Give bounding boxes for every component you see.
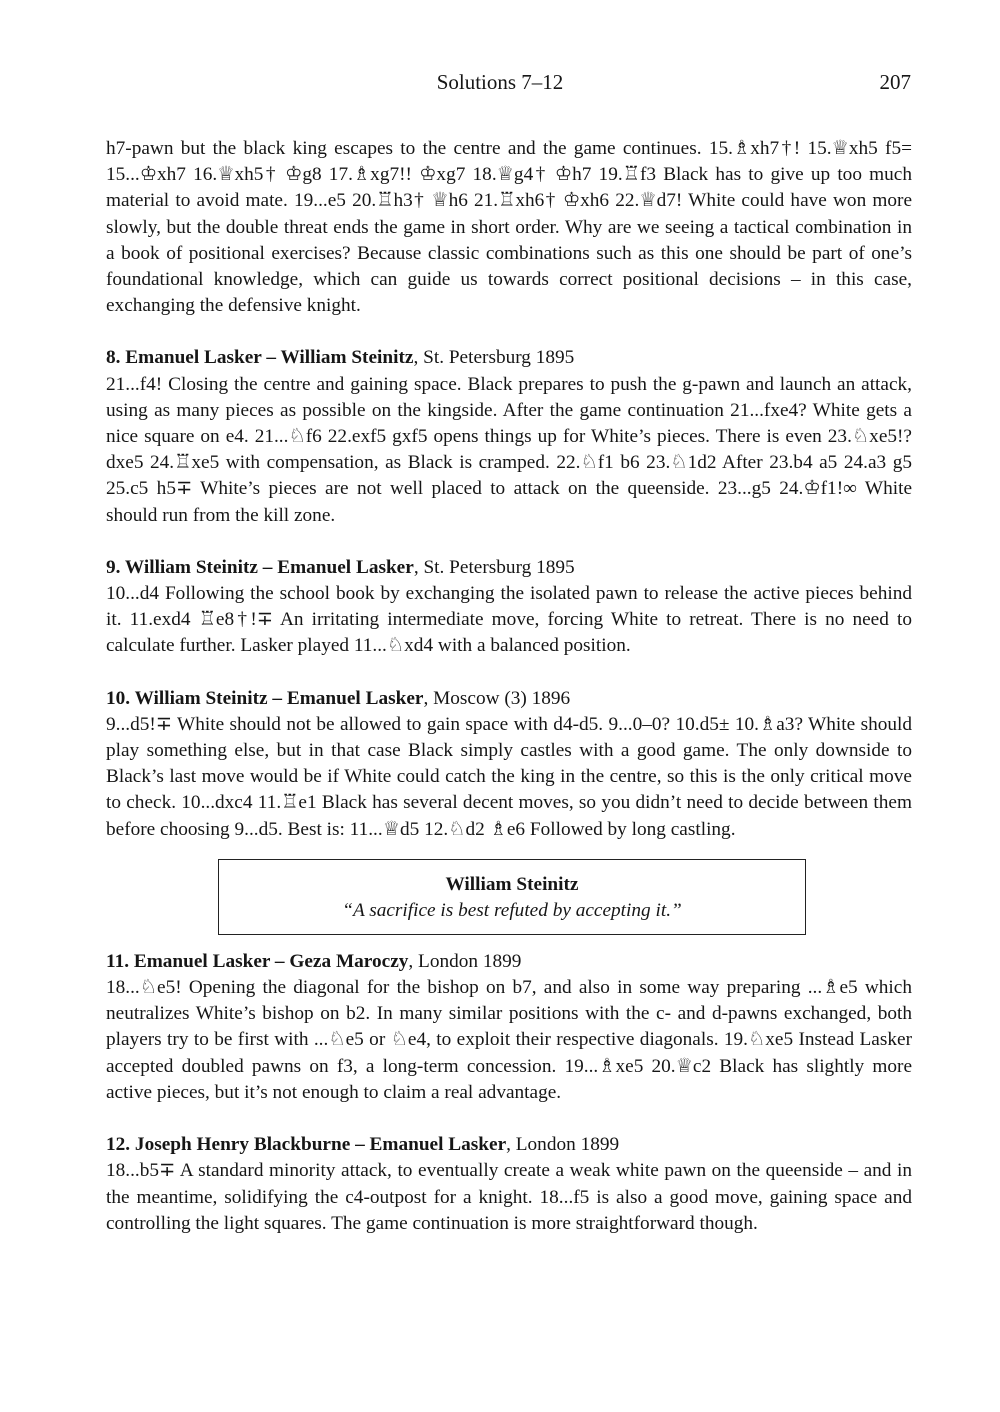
- entry-text: 21...f4! Closing the centre and gaining space. Black prepares to push the g-pawn and launch an attack, using as many pieces as possible on the kingside. After the game continuation 21...fxe4? White gets a nice square on e4. 21...♘f6 22.exf5 gxf5 opens things up for White’s pieces. There is even 23.♘xe5!? dxe5 24.♖xe5 with compensation, as Black is cramped. 22.♘f1 b6 23.♘1d2 After 23.b4 a5 24.a3 g5 25.c5 h5∓ White’s pieces are not well placed to attack on the queenside. 23...g5 24.♔f1!∞ White should run from the kill zone.: [106, 373, 912, 526]
- entry-text: 9...d5!∓ White should not be allowed to gain space with d4-d5. 9...0–0? 10.d5± 10.♗a3? White should play something else, but in that case Black simply castles with a good game. The only downside to Black’s last move would be if White could catch the king in the centre, so this is the only critical move to check. 10...dxc4 11.♖e1 Black has several decent moves, so you didn’t need to decide between them before choosing 9...d5. Best is: 11...♕d5 12.♘d2 ♗e6 Followed by long castling.: [106, 713, 912, 840]
- quote-author: William Steinitz: [445, 873, 579, 895]
- solution-entry-10: [106, 686, 912, 843]
- page-number: 207: [879, 70, 911, 94]
- solution-entry-11: [106, 949, 912, 1106]
- entry-heading-players: 10. William Steinitz – Emanuel Lasker: [106, 687, 424, 709]
- quote-text: “A sacrifice is best refuted by accepting it.”: [342, 899, 682, 921]
- entry-heading-event: , St. Petersburg 1895: [413, 556, 575, 578]
- entry-heading-event: , London 1899: [408, 950, 522, 972]
- entry-heading-players: 9. William Steinitz – Emanuel Lasker: [106, 556, 414, 578]
- entry-heading-event: , St. Petersburg 1895: [413, 347, 575, 369]
- entry-text: 10...d4 Following the school book by exchanging the isolated pawn to release the active pieces behind it. 11.exd4 ♖e8†!∓ An irritating intermediate move, forcing White to retreat. There is no need to calculate further. Lasker played 11...♘xd4 with a balanced position.: [106, 583, 912, 657]
- entry-heading-players: 11. Emanuel Lasker – Geza Maroczy: [106, 950, 409, 972]
- entry-heading-players: 12. Joseph Henry Blackburne – Emanuel Lasker: [106, 1134, 507, 1156]
- page-body: [106, 136, 912, 1237]
- entry-heading-event: , London 1899: [506, 1134, 620, 1156]
- entry-heading: [106, 949, 912, 975]
- intro-paragraph: h7-pawn but the black king escapes to the centre and the game continues. 15.♗xh7†! 15.♕xh5 f5= 15...♔xh7 16.♕xh5† ♔g8 17.♗xg7!! ♔xg7 18.♕g4† ♔h7 19.♖f3 Black has to give up too much material to avoid mate. 19...e5 20.♖h3† ♕h6 21.♖xh6† ♔xh6 22.♕d7! White could have won more slowly, but the double threat ends the game in short order. Why are we seeing a tactical combination in a book of positional exercises? Because classic combinations such as this one should be part of one’s foundational knowledge, which can guide us towards correct positional decisions – in this case, exchanging the defensive knight.: [106, 138, 912, 317]
- entry-heading: [106, 345, 912, 371]
- solution-entry-8: [106, 345, 912, 528]
- solution-entry-9: [106, 555, 912, 660]
- entry-heading-players: 8. Emanuel Lasker – William Steinitz: [106, 347, 414, 369]
- quote-box: [218, 859, 806, 935]
- solution-entry-12: [106, 1132, 912, 1237]
- running-head: [0, 66, 1000, 98]
- quote-wrap: [109, 859, 915, 935]
- entry-text: 18...♘e5! Opening the diagonal for the bishop on b7, and also in some way preparing ...♗e5 which neutralizes White’s bishop on b2. In many similar positions with the c- and d-pawns exchanged, both players try to be first with ...♘e5 or ♘e4, to exploit their respective diagonals. 19.♘xe5 Instead Lasker accepted doubled pawns on f3, a long-term concession. 19...♗xe5 20.♕c2 Black has slightly more active pieces, but it’s not enough to claim a real advantage.: [106, 977, 912, 1103]
- entry-heading: [106, 1132, 912, 1158]
- entry-heading: [106, 686, 912, 712]
- entry-heading-event: , Moscow (3) 1896: [423, 687, 571, 709]
- running-head-title: Solutions 7–12: [436, 70, 564, 94]
- entry-heading: [106, 555, 912, 581]
- entry-text: 18...b5∓ A standard minority attack, to eventually create a weak white pawn on the queenside – and in the meantime, solidifying the c4-outpost for a knight. 18...f5 is also a good move, gaining space and controlling the light squares. The game continuation is more straightforward though.: [106, 1160, 912, 1234]
